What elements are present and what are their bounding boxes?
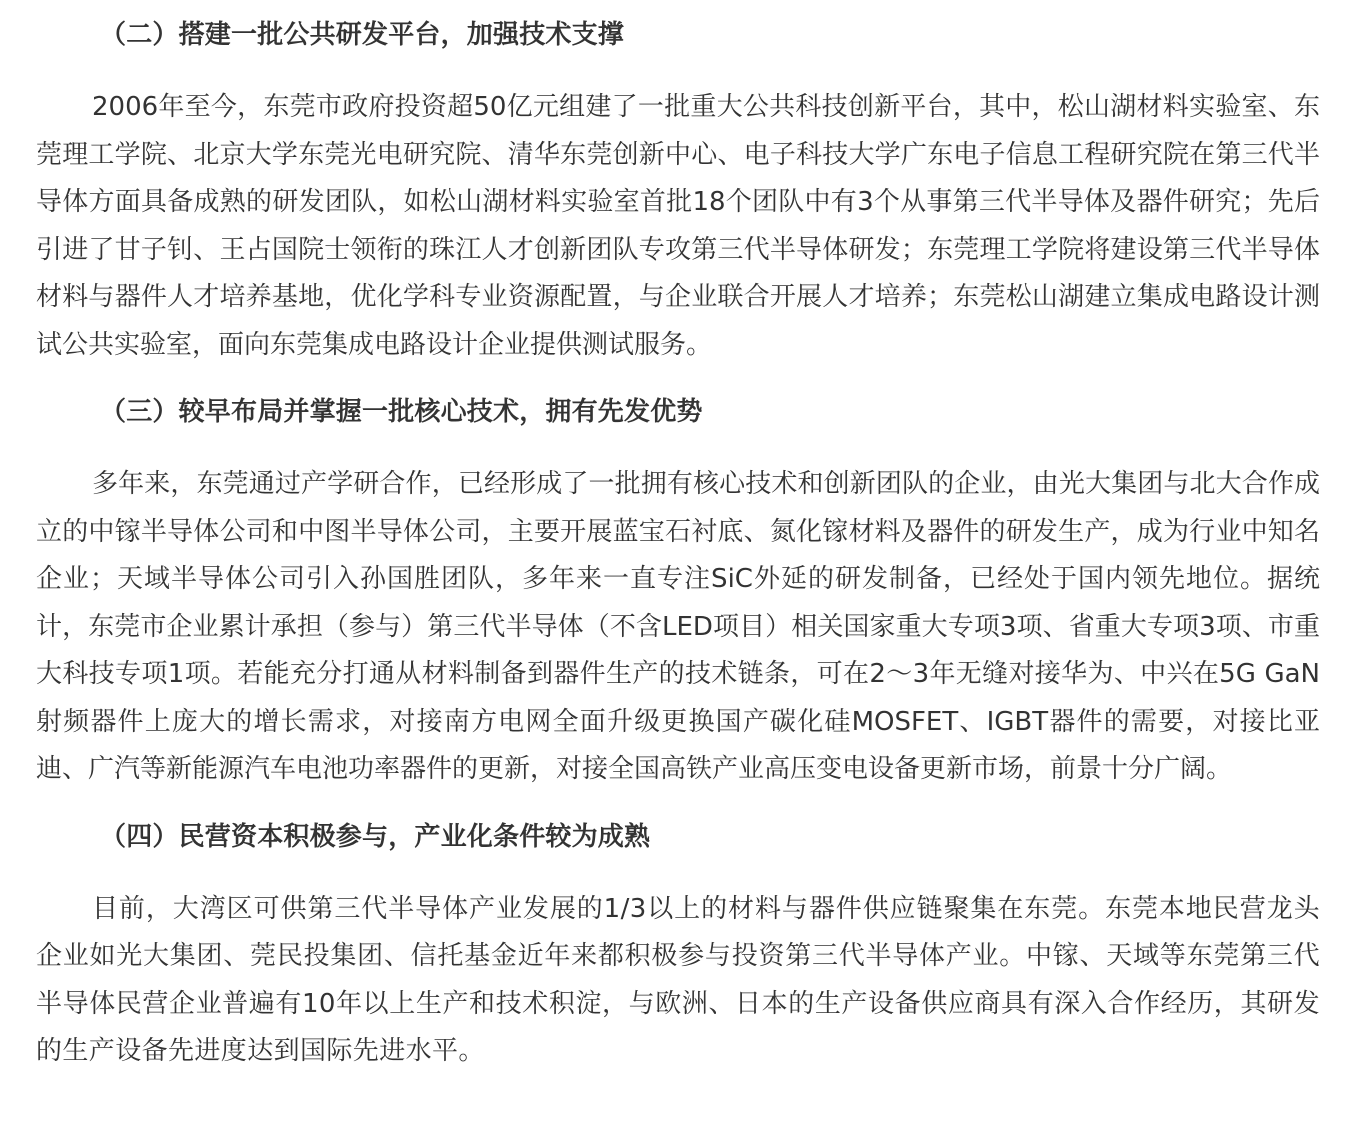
section-heading-2: （二）搭建一批公共研发平台，加强技术支撑 [100,20,625,50]
article-body [36,10,1320,1076]
section-heading-3: （三）较早布局并掌握一批核心技术，拥有先发优势 [100,397,703,427]
section-paragraph-4: 目前，大湾区可供第三代半导体产业发展的1/3以上的材料与器件供应链聚集在东莞。东莞本地民营龙头企业如光大集团、莞民投集团、信托基金近年来都积极参与投资第三代半导体产业。中镓、天域等东莞第三代半导体民营企业普遍有10年以上生产和技术积淀，与欧洲、日本的生产设备供应商具有深入合作经历，其研发的生产设备先进度达到国际先进水平。 [36,893,1320,1066]
section-paragraph-2: 2006年至今，东莞市政府投资超50亿元组建了一批重大公共科技创新平台，其中，松山湖材料实验室、东莞理工学院、北京大学东莞光电研究院、清华东莞创新中心、电子科技大学广东电子信息工程研究院在第三代半导体方面具备成熟的研发团队，如松山湖材料实验室首批18个团队中有3个从事第三代半导体及器件研究；先后引进了甘子钊、王占国院士领衔的珠江人才创新团队专攻第三代半导体研发；东莞理工学院将建设第三代半导体材料与器件人才培养基地，优化学科专业资源配置，与企业联合开展人才培养；东莞松山湖建立集成电路设计测试公共实验室，面向东莞集成电路设计企业提供测试服务。 [36,92,1320,360]
section-heading-4: （四）民营资本积极参与，产业化条件较为成熟 [100,821,651,852]
section-paragraph-3: 多年来，东莞通过产学研合作，已经形成了一批拥有核心技术和创新团队的企业，由光大集团与北大合作成立的中镓半导体公司和中图半导体公司，主要开展蓝宝石衬底、氮化镓材料及器件的研发生产，成为行业中知名企业；天域半导体公司引入孙国胜团队，多年来一直专注SiC外延的研发制备，已经处于国内领先地位。据统计，东莞市企业累计承担（参与）第三代半导体（不含LED项目）相关国家重大专项3项、省重大专项3项、市重大科技专项1项。若能充分打通从材料制备到器件生产的技术链条，可在2～3年无缝对接华为、中兴在5G GaN射频器件上庞大的增长需求，对接南方电网全面升级更换国产碳化硅MOSFET、IGBT器件的需要，对接比亚迪、广汽等新能源汽车电池功率器件的更新，对接全国高铁产业高压变电设备更新市场，前景十分广阔。 [36,469,1320,784]
